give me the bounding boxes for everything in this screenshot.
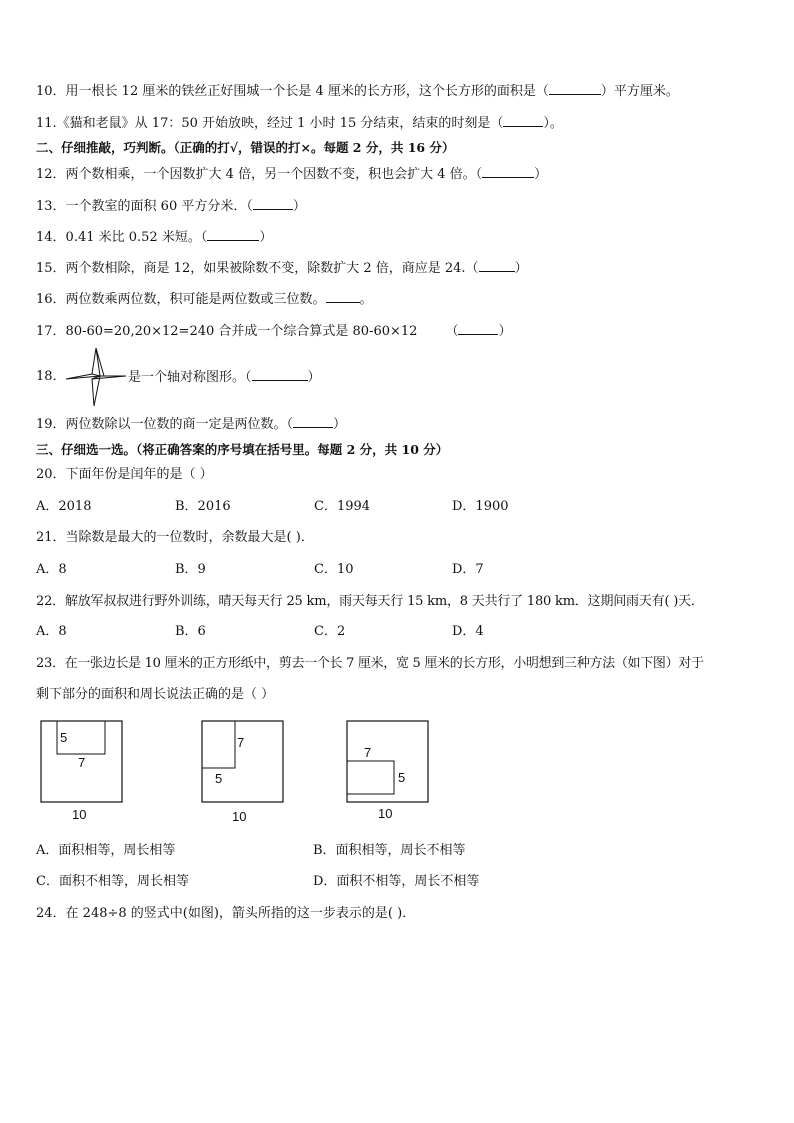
option-d[interactable]: D．4	[452, 624, 484, 639]
question-15-text: 15．两个数相除，商是 12，如果被除数不变，除数扩大 2 倍，商应是 24.（	[36, 261, 479, 276]
question-23-line-1: 23．在一张边长是 10 厘米的正方形纸中，剪去一个长 7 厘米，宽 5 厘米的长方形，小明想到三种方法（如下图）对于	[36, 656, 704, 671]
answer-blank[interactable]	[252, 368, 308, 381]
question-17-end: ）	[498, 324, 512, 339]
option-b[interactable]: B．6	[175, 624, 206, 639]
option-c[interactable]: C．1994	[314, 499, 371, 514]
question-13	[36, 197, 306, 216]
question-18-end: ）	[307, 370, 321, 385]
option-c[interactable]: C．面积不相等，周长相等	[36, 874, 189, 889]
fig3-side-label: 10	[378, 806, 393, 821]
question-24: 24．在 248÷8 的竖式中(如图)，箭头所指的这一步表示的是( )．	[36, 906, 416, 921]
question-19-end: ）	[333, 417, 347, 432]
answer-blank[interactable]	[293, 415, 333, 428]
option-b[interactable]: B．2016	[175, 499, 231, 514]
option-b[interactable]: B．面积相等，周长不相等	[313, 843, 466, 858]
question-12-text: 12．两个数相乘，一个因数扩大 4 倍，另一个因数不变，积也会扩大 4 倍。（	[36, 167, 483, 182]
question-17	[36, 322, 511, 341]
option-a[interactable]: A．8	[36, 624, 67, 639]
question-15-end: ）	[514, 261, 528, 276]
section-3-heading: 三、仔细选一选。（将正确答案的序号填在括号里。每题 2 分，共 10 分）	[36, 442, 449, 457]
option-a[interactable]: A．2018	[36, 499, 92, 514]
square-figure-3	[346, 720, 430, 824]
answer-blank[interactable]	[326, 290, 360, 303]
question-18-number: 18．	[36, 369, 66, 384]
answer-blank[interactable]	[207, 228, 259, 241]
question-11-end: ）。	[543, 116, 563, 131]
option-d[interactable]: D．7	[452, 562, 484, 577]
question-21: 21．当除数是最大的一位数时，余数最大是( )．	[36, 530, 314, 545]
answer-blank[interactable]	[503, 114, 543, 127]
option-c[interactable]: C．2	[314, 624, 346, 639]
question-11-text: 11.《猫和老鼠》从 17：50 开始放映，经过 1 小时 15 分结束，结束的时刻是（	[36, 116, 504, 131]
question-12	[36, 165, 547, 184]
question-22: 22．解放军叔叔进行野外训练，晴天每天行 25 km，雨天每天行 15 km，8 天共行了 180 km．这期间雨天有( )天．	[36, 594, 704, 609]
question-16	[36, 290, 373, 309]
question-17-open: （	[445, 324, 459, 339]
square-figure-2	[201, 720, 285, 826]
question-10-text: 10．用一根长 12 厘米的铁丝正好围城一个长是 4 厘米的长方形，这个长方形的面积是（	[36, 84, 549, 99]
fig3-length-label: 7	[364, 745, 372, 760]
question-12-end: ）	[534, 167, 548, 182]
question-19-text: 19．两位数除以一位数的商一定是两位数。（	[36, 417, 294, 432]
question-14-end: ）	[259, 230, 273, 245]
answer-blank[interactable]	[482, 165, 534, 178]
question-13-text: 13．一个教室的面积 60 平方分米．（	[36, 199, 253, 214]
option-b[interactable]: B．9	[175, 562, 206, 577]
option-d[interactable]: D．1900	[452, 499, 509, 514]
question-17-text: 17．80-60=20,20×12=240 合并成一个综合算式是 80-60×12	[36, 324, 418, 339]
option-c[interactable]: C．10	[314, 562, 354, 577]
question-18	[128, 368, 321, 387]
question-16-end: 。	[359, 292, 373, 307]
fig1-side-label: 10	[72, 807, 87, 822]
square-figure-1	[40, 720, 124, 824]
question-14-text: 14．0.41 米比 0.52 米短。（	[36, 230, 208, 245]
option-d[interactable]: D．面积不相等，周长不相等	[313, 874, 480, 889]
option-a[interactable]: A．8	[36, 562, 67, 577]
fig1-length-label: 7	[78, 755, 86, 770]
answer-blank[interactable]	[549, 82, 601, 95]
answer-blank[interactable]	[479, 259, 515, 272]
question-13-end: ）	[292, 199, 306, 214]
question-20: 20．下面年份是闰年的是（ ）	[36, 467, 213, 482]
fig2-side-label: 10	[232, 809, 247, 824]
fig2-length-label: 7	[237, 735, 245, 750]
question-15	[36, 259, 528, 278]
question-19	[36, 415, 346, 434]
fig2-width-label: 5	[215, 771, 223, 786]
question-10	[36, 82, 679, 101]
answer-blank[interactable]	[253, 197, 293, 210]
question-18-text: 是一个轴对称图形。（	[128, 370, 252, 385]
question-11	[36, 114, 563, 133]
option-a[interactable]: A．面积相等，周长相等	[36, 843, 176, 858]
question-14	[36, 228, 272, 247]
pinwheel-figure	[64, 346, 128, 408]
section-2-heading: 二、仔细推敲，巧判断。（正确的打√，错误的打×。每题 2 分，共 16 分）	[36, 140, 455, 155]
question-23-line-2: 剩下部分的面积和周长说法正确的是（ ）	[36, 687, 275, 702]
fig1-width-label: 5	[60, 730, 68, 745]
question-16-text: 16．两位数乘两位数，积可能是两位数或三位数。	[36, 292, 326, 307]
fig3-width-label: 5	[398, 770, 406, 785]
answer-blank[interactable]	[458, 322, 498, 335]
question-10-unit: ）平方厘米。	[600, 84, 679, 99]
